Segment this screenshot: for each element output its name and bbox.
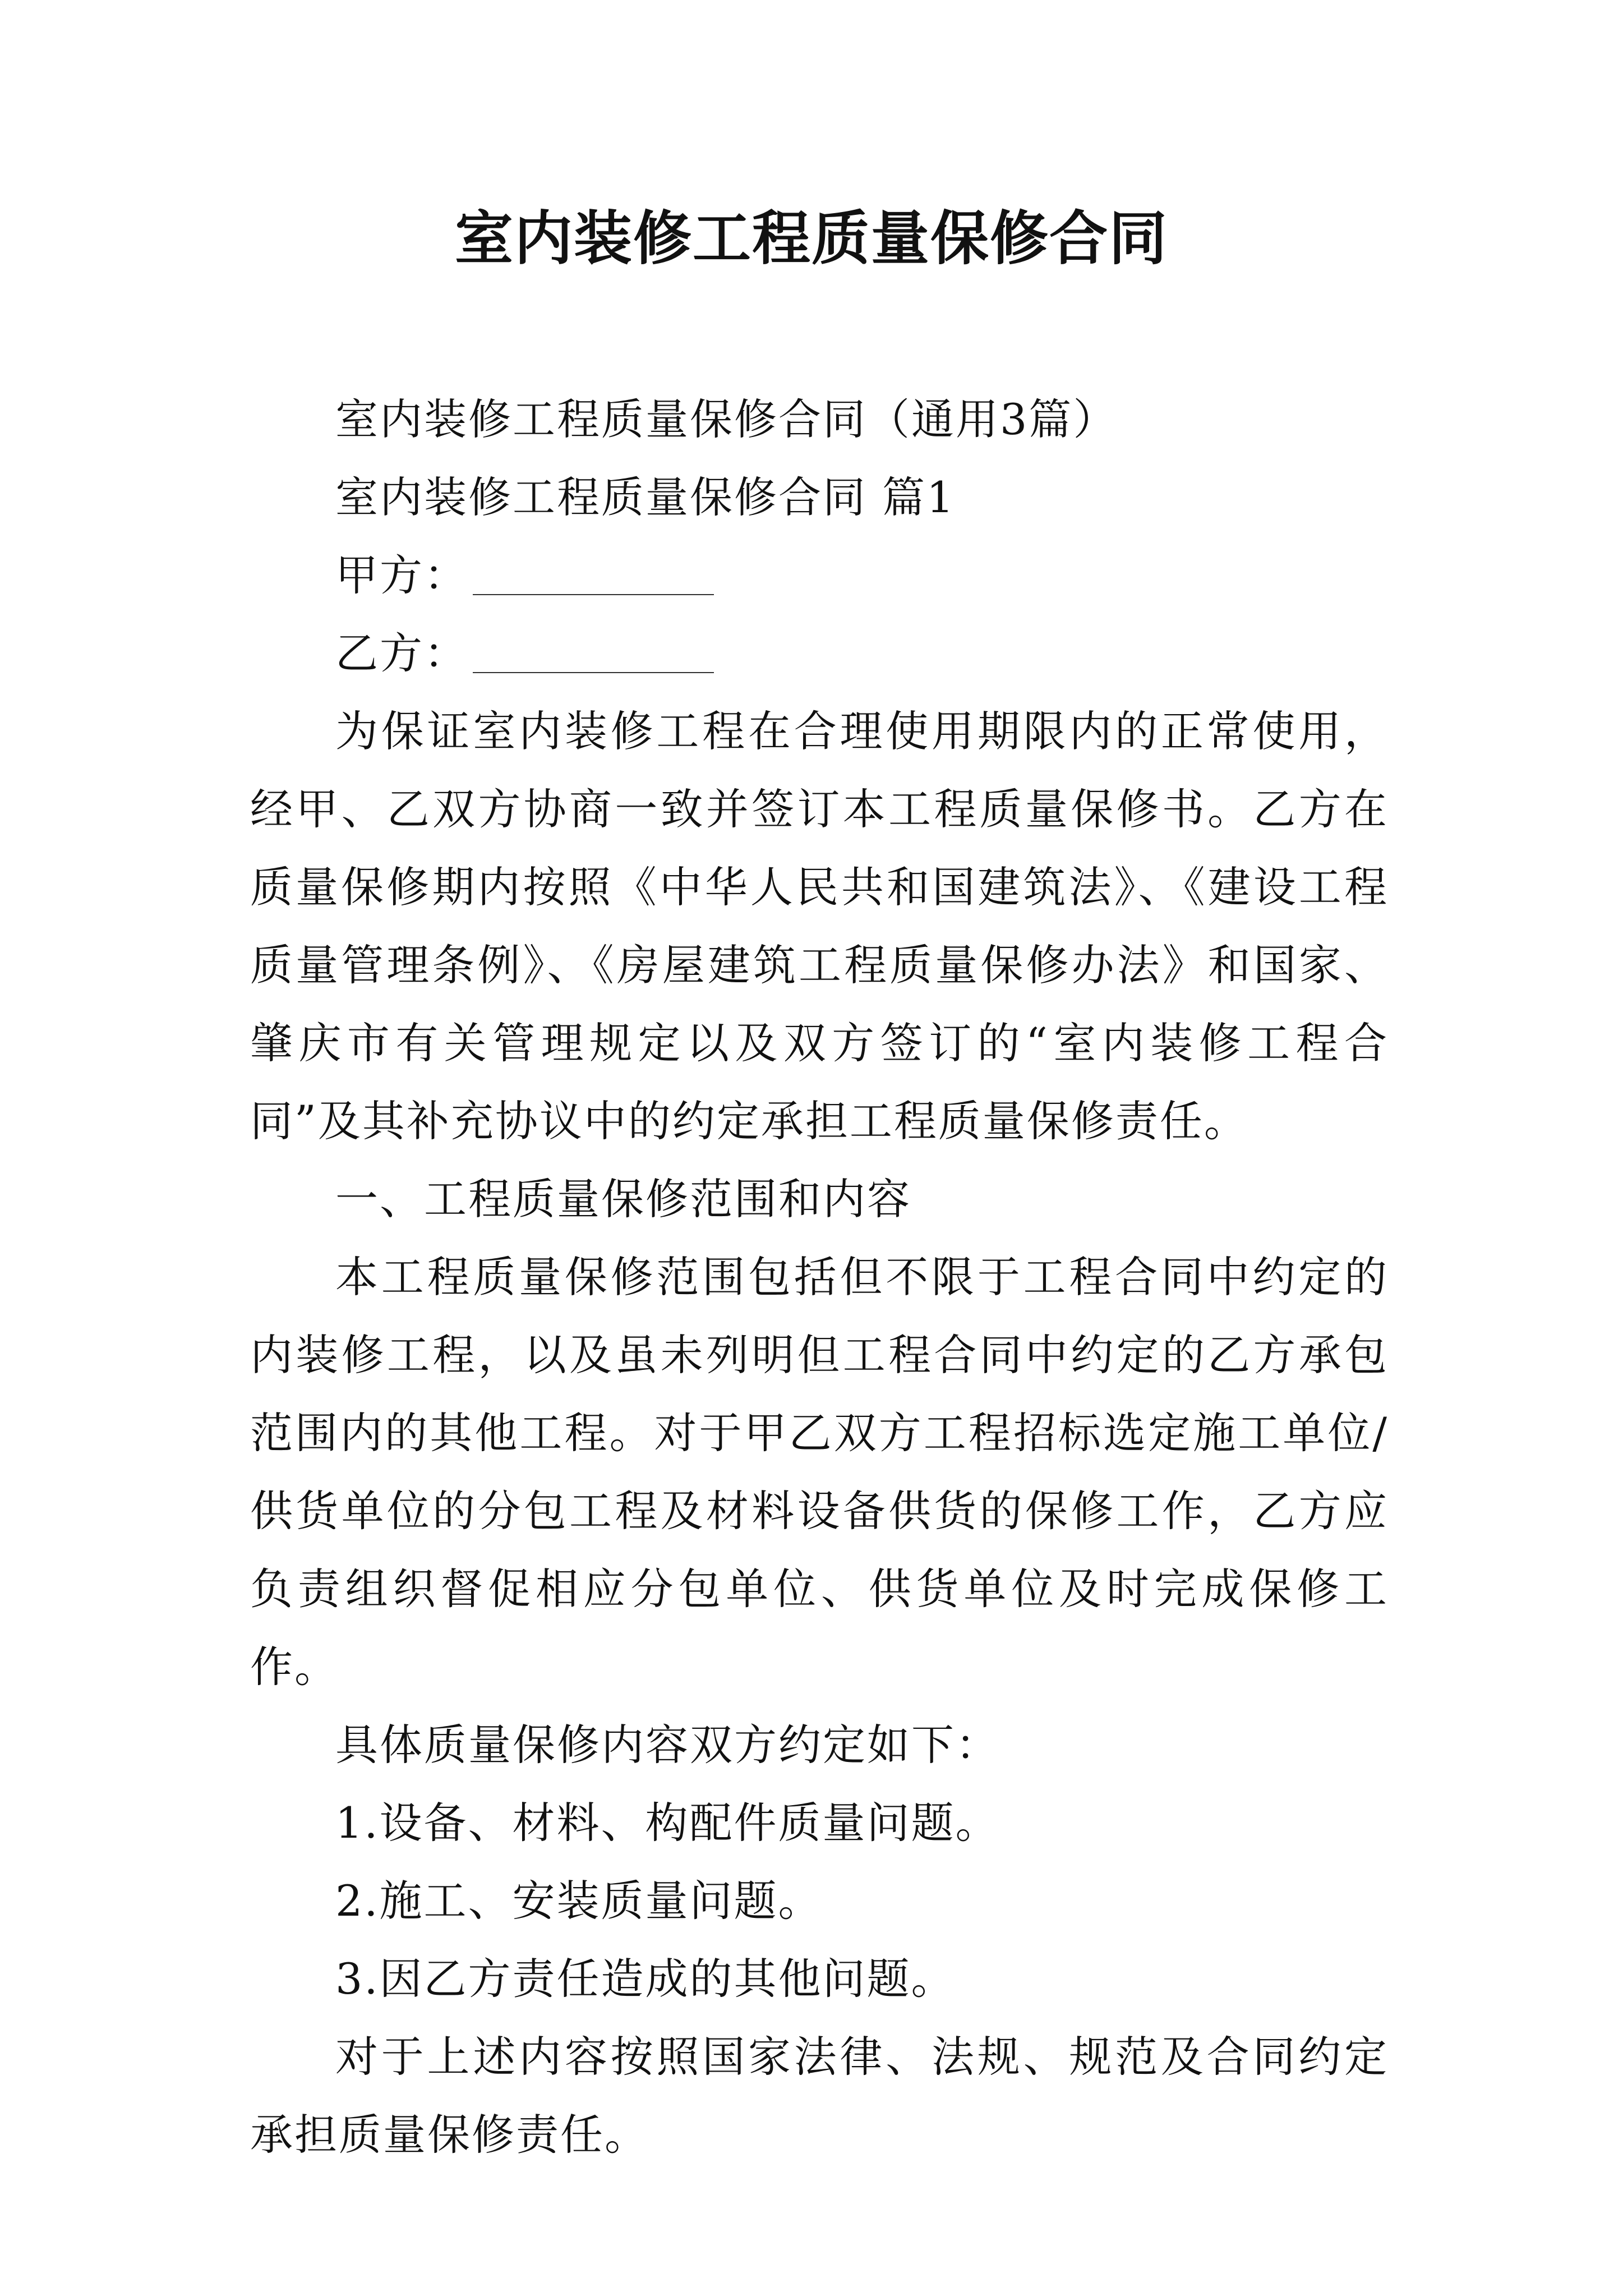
party-b-label: 乙方： (335, 628, 468, 678)
party-a-label: 甲方： (335, 550, 468, 600)
party-a-blank (473, 594, 714, 595)
content-intro: 具体质量保修内容双方约定如下： (335, 1720, 1000, 1770)
section-heading: 室内装修工程质量保修合同 篇1 (335, 472, 956, 522)
scope-heading: 一、工程质量保修范围和内容 (335, 1174, 911, 1224)
intro-paragraph: 为保证室内装修工程在合理使用期限内的正常使用，经甲、乙双方协商一致并签订本工程质量保修书。乙方在质量保修期内按照《中华人民共和国建筑法》、《建设工程质量管理条例》、《房屋建筑工程质量保修办法》和国家、肇庆市有关管理规定以及双方签订的“室内装修工程合同”及其补充协议中的约定承担工程质量保修责任。 (250, 706, 1389, 1146)
list-item: 3.因乙方责任造成的其他问题。 (335, 1954, 956, 2004)
list-item: 2.施工、安装质量问题。 (335, 1876, 823, 1926)
closing-paragraph: 对于上述内容按照国家法律、法规、规范及合同约定承担质量保修责任。 (250, 2032, 1389, 2160)
page-title: 室内装修工程质量保修合同 (454, 204, 1168, 273)
party-b-blank (473, 672, 714, 673)
party-a-row (250, 536, 1389, 614)
list-item: 1.设备、材料、构配件质量问题。 (335, 1798, 1000, 1848)
document-subtitle: 室内装修工程质量保修合同（通用3篇） (335, 394, 1118, 444)
scope-paragraph: 本工程质量保修范围包括但不限于工程合同中约定的内装修工程，以及虽未列明但工程合同中约定的乙方承包范围内的其他工程。对于甲乙双方工程招标选定施工单位/供货单位的分包工程及材料设备供货的保修工作，乙方应负责组织督促相应分包单位、供货单位及时完成保修工作。 (250, 1252, 1389, 1692)
document-body (250, 380, 1389, 2174)
party-b-row (250, 614, 1389, 692)
